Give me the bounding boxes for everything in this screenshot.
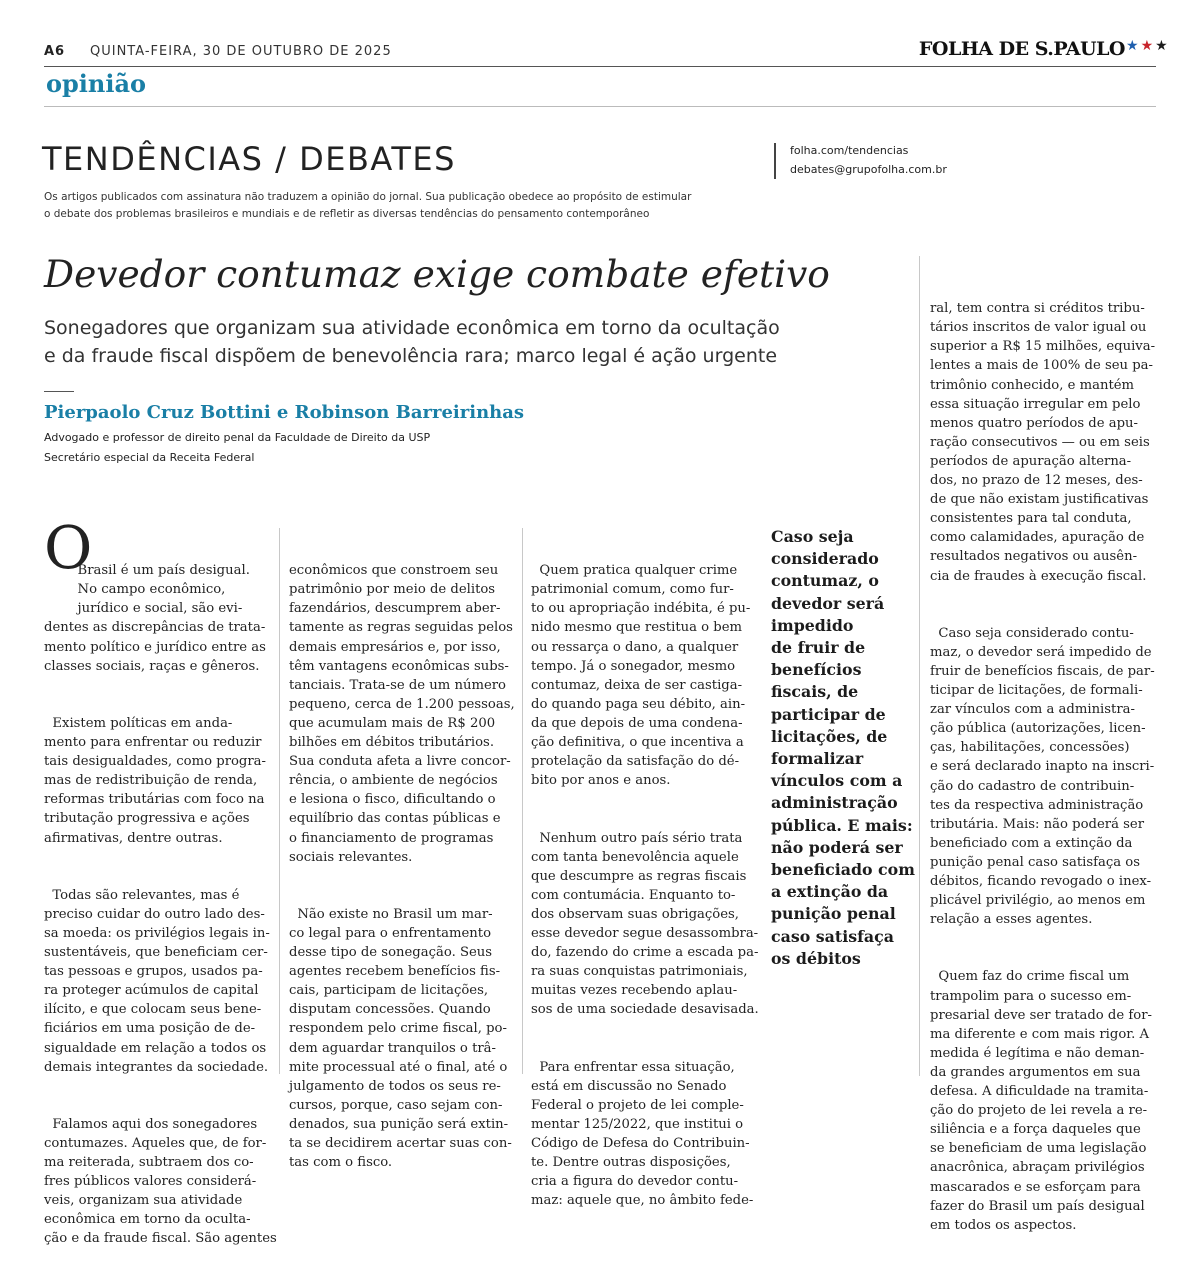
contact-url: folha.com/tendencias [790,144,909,157]
article-column-4 [930,261,1154,1254]
article-paragraph: Quem pratica qualquer crime patrimonial comum, como fur- to ou apropriação indébita, é pu- nido mesmo que restitua o bem ou ressarça o dano, a qualquer tempo. Já o sonegador, mesmo contumaz, deixa de ser castiga- do quando paga seu débito, ain- da que depois de uma condena- ção definitiva, o que incentiva a protelação da satisfação do dé- bito por anos e anos. [531,563,751,789]
article-paragraph: Não existe no Brasil um mar- co legal para o enfrentamento desse tipo de sonegação. Seus agentes recebem benefícios fis- cais, participam de licitações, disputam concessões. Quando respondem pelo crime fiscal, po- dem aguardar tranquilos o trâ- mite processual até o final, até o julgamento de todos os seus re- cursos, porque, caso sejam con- denados, sua punição será extin- ta se decidirem acertar suas con- tas com o fisco. [289,906,512,1171]
article-paragraph: Caso seja considerado contu- maz, o devedor será impedido de fruir de benefícios fiscais, de par- ticipar de licitações, de formali- zar vínculos com a administra- ção pública (autorizações, licen- ças, habilitações, concessões) e será declarado inapto na inscri- ção do cadastro de contribuin- tes da respectiva administração tributária. Mais: não poderá ser beneficiado com a extinção da punição penal caso satisfaça os débitos, ficando revogado o inex- plicável privilégio, ao menos em relação a esses agentes. [930,625,1155,928]
column-rule [522,528,523,1074]
article-deck-line: Sonegadores que organizam sua atividade econômica em torno da ocultação [44,317,780,339]
disclaimer-line: o debate dos problemas brasileiros e mundiais e de refletir as diversas tendências do pensamento contemporâneo [44,208,650,220]
article-paragraph: Quem faz do crime fiscal um trampolim para o sucesso em- presarial deve ser tratado de for- ma diferente e com mais rigor. A medida é legítima e não deman- da grandes argumentos em sua defesa. A dificuldade na tramita- ção do projeto de lei revela a re- siliência e a força daqueles que se beneficiam de uma legislação anacrônica, abraçam privilégios mascarados e se esforçam para fazer do Brasil um país desigual em todos os aspectos. [930,969,1152,1233]
article-paragraph: Existem políticas em anda- mento para enfrentar ou reduzir tais desigualdades, como progra- mas de redistribuição de renda, reformas tributárias com foco na tributação progressiva e ações afirmativas, dentre outras. [44,715,266,846]
drop-cap: O [44,513,93,582]
black-star-icon: ★ [1155,38,1170,54]
article-deck-line: e da fraude fiscal dispõem de benevolência rara; marco legal é ação urgente [44,345,778,367]
debates-section-title: TENDÊNCIAS / DEBATES [42,140,456,178]
debates-disclaimer [44,189,691,223]
header-rule [44,66,1156,67]
article-paragraph: Todas são relevantes, mas é preciso cuidar do outro lado des- sa moeda: os privilégios legais in- sustentáveis, que beneficiam cer- tas pessoas e grupos, usados pa- ra proteger acúmulos de capital ilícito, e que colocam seus bene- ficiários em uma posição de de- sigualdade em relação a todos os demais integrantes da sociedade. [44,887,270,1075]
newspaper-masthead: FOLHA DE S.PAULO [918,38,1125,60]
section-label: opinião [46,69,147,98]
section-rule [44,106,1156,107]
article-column-3 [531,523,759,1229]
contact-divider [774,143,776,179]
issue-date: QUINTA-FEIRA, 30 DE OUTUBRO DE 2025 [90,44,392,59]
article-paragraph: ral, tem contra si créditos tribu- tários inscritos de valor igual ou superior a R$ 15 milhões, equiva- lentes a mais de 100% de seu pa- trimônio conhecido, e mantém essa situação irregular em pelo menos quatro períodos de apu- ração consecutivos — ou em seis períodos de apuração alterna- dos, no prazo de 12 meses, des- de que não existam justificativas consistentes para tal conduta, como calamidades, apuração de resultados negativos ou ausên- cia de fraudes à execução fiscal. [930,301,1156,584]
blue-star-icon: ★ [1126,38,1141,54]
article-byline: Pierpaolo Cruz Bottini e Robinson Barreirinhas [44,402,525,423]
contact-email: debates@grupofolha.com.br [790,163,947,176]
author-credit: Advogado e professor de direito penal da Faculdade de Direito da USP [44,431,431,444]
author-credit: Secretário especial da Receita Federal [44,451,255,464]
red-star-icon: ★ [1140,38,1156,54]
article-paragraph: Nenhum outro país sério trata com tanta benevolência aquele que descumpre as regras fiscais com contumácia. Enquanto to- dos observam suas obrigações, esse devedor segue desassombra- do, fazendo do crime a escada pa- ra suas conquistas patrimoniais, muitas vezes recebendo aplau- sos de uma sociedade desavisada. [531,830,759,1018]
article-column-2 [289,523,513,1191]
masthead-stars [1126,38,1170,54]
article-paragraph: econômicos que constroem seu patrimônio por meio de delitos fazendários, descumprem aber- tamente as regras seguidas pelos demais empresários e, por isso, têm vantagens econômicas subs- tanciais. Trata-se de um número pequeno, cerca de 1.200 pessoas, que acumulam mais de R$ 200 bilhões em débitos tributários. Sua conduta afeta a livre concor- rência, o ambiente de negócios e lesiona o fisco, dificultando o equilíbrio das contas públicas e o financiamento de programas sociais relevantes. [289,563,515,865]
article-paragraph: Brasil é um país desigual. No campo econômico, jurídico e social, são evi- dentes as discrepâncias de trata- mento político e jurídico entre as classes sociais, raças e gêneros. [44,563,266,674]
page-number: A6 [44,44,66,59]
article-paragraph: Falamos aqui dos sonegadores contumazes. Aqueles que, de for- ma reiterada, subtraem dos co- fres públicos valores considerá- veis, organizam sua atividade econômica em torno da oculta- ção e da fraude fiscal. São agentes [44,1116,277,1247]
article-paragraph: Para enfrentar essa situação, está em discussão no Senado Federal o projeto de lei comple- mentar 125/2022, que institui o Código de Defesa do Contribuin- te. Dentre outras disposições, cria a figura do devedor contu- maz: aquele que, no âmbito fede- [531,1059,754,1209]
article-headline: Devedor contumaz exige combate efetivo [44,252,830,296]
column-rule [279,528,280,1074]
article-column-1 [44,523,277,1268]
pull-quote: Caso seja considerado contumaz, o devedor será impedido de fruir de benefícios fiscais, de participar de licitações, de formalizar vínculos com a administração pública. E mais: não poderá ser beneficiado com a extinção da punição penal caso satisfaça os débitos [771,527,915,968]
disclaimer-line: Os artigos publicados com assinatura não traduzem a opinião do jornal. Sua publicação obedece ao propósito de estimular [44,191,692,203]
byline-rule [44,391,74,392]
